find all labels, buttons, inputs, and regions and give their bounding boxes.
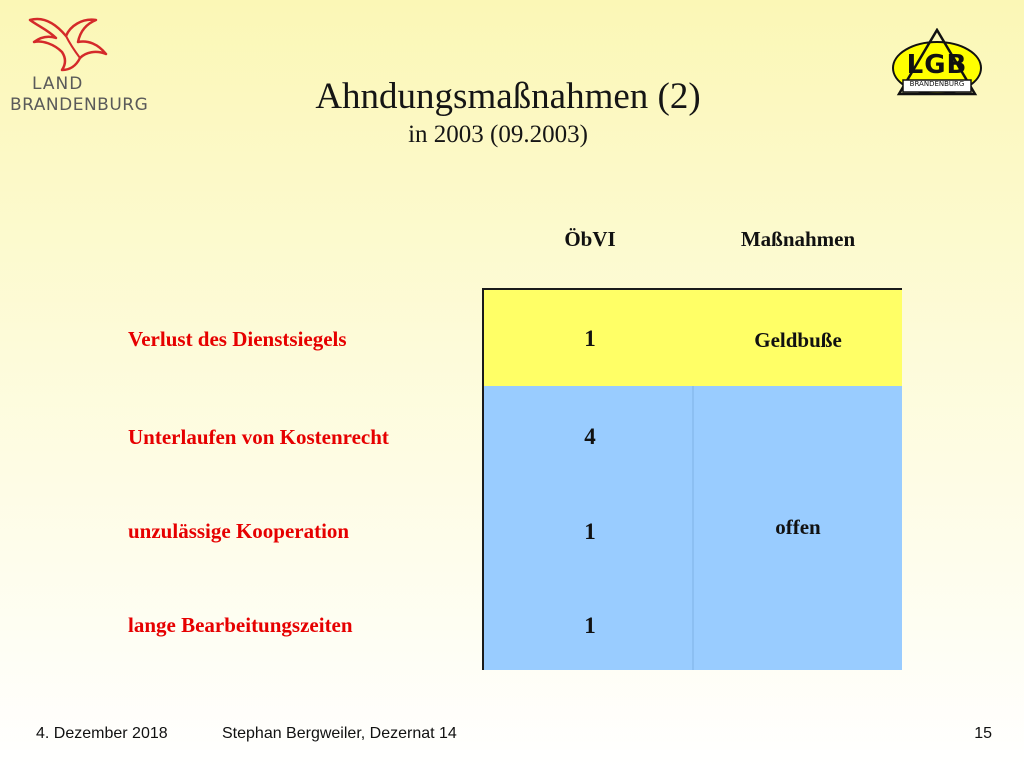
footer-page-number: 15 [974, 725, 992, 742]
measure-fine: Geldbuße [754, 328, 842, 352]
row-label: Verlust des Dienstsiegels [128, 327, 347, 351]
measure-open: offen [775, 515, 821, 539]
footer-date: 4. Dezember 2018 [36, 725, 168, 742]
logo-line-land: LAND [32, 74, 84, 94]
column-header-measures: Maßnahmen [740, 227, 856, 251]
lgb-brand-text: LGB [906, 50, 968, 80]
row-count: 1 [584, 326, 596, 351]
row-count: 1 [584, 613, 596, 638]
eagle-icon [26, 14, 112, 76]
slide-subtitle [0, 121, 1024, 149]
slide-subtitle-text: in 2003 (09.2003) [408, 121, 588, 148]
lgb-subtext: BRANDENBURG [909, 80, 965, 88]
slide-title-text: Ahndungsmaßnahmen (2) [315, 76, 701, 117]
row-label: Unterlaufen von Kostenrecht [128, 425, 389, 449]
footer-author: Stephan Bergweiler, Dezernat 14 [222, 725, 457, 742]
row-count: 4 [584, 424, 596, 449]
column-header-count: ÖbVI [564, 227, 616, 251]
row-label: unzulässige Kooperation [128, 519, 350, 543]
slide-title [0, 75, 1024, 118]
row-label: lange Bearbeitungszeiten [128, 613, 353, 637]
row-count: 1 [584, 519, 596, 544]
column-divider [692, 386, 694, 670]
logo-line-brandenburg: BRANDENBURG [10, 95, 149, 115]
